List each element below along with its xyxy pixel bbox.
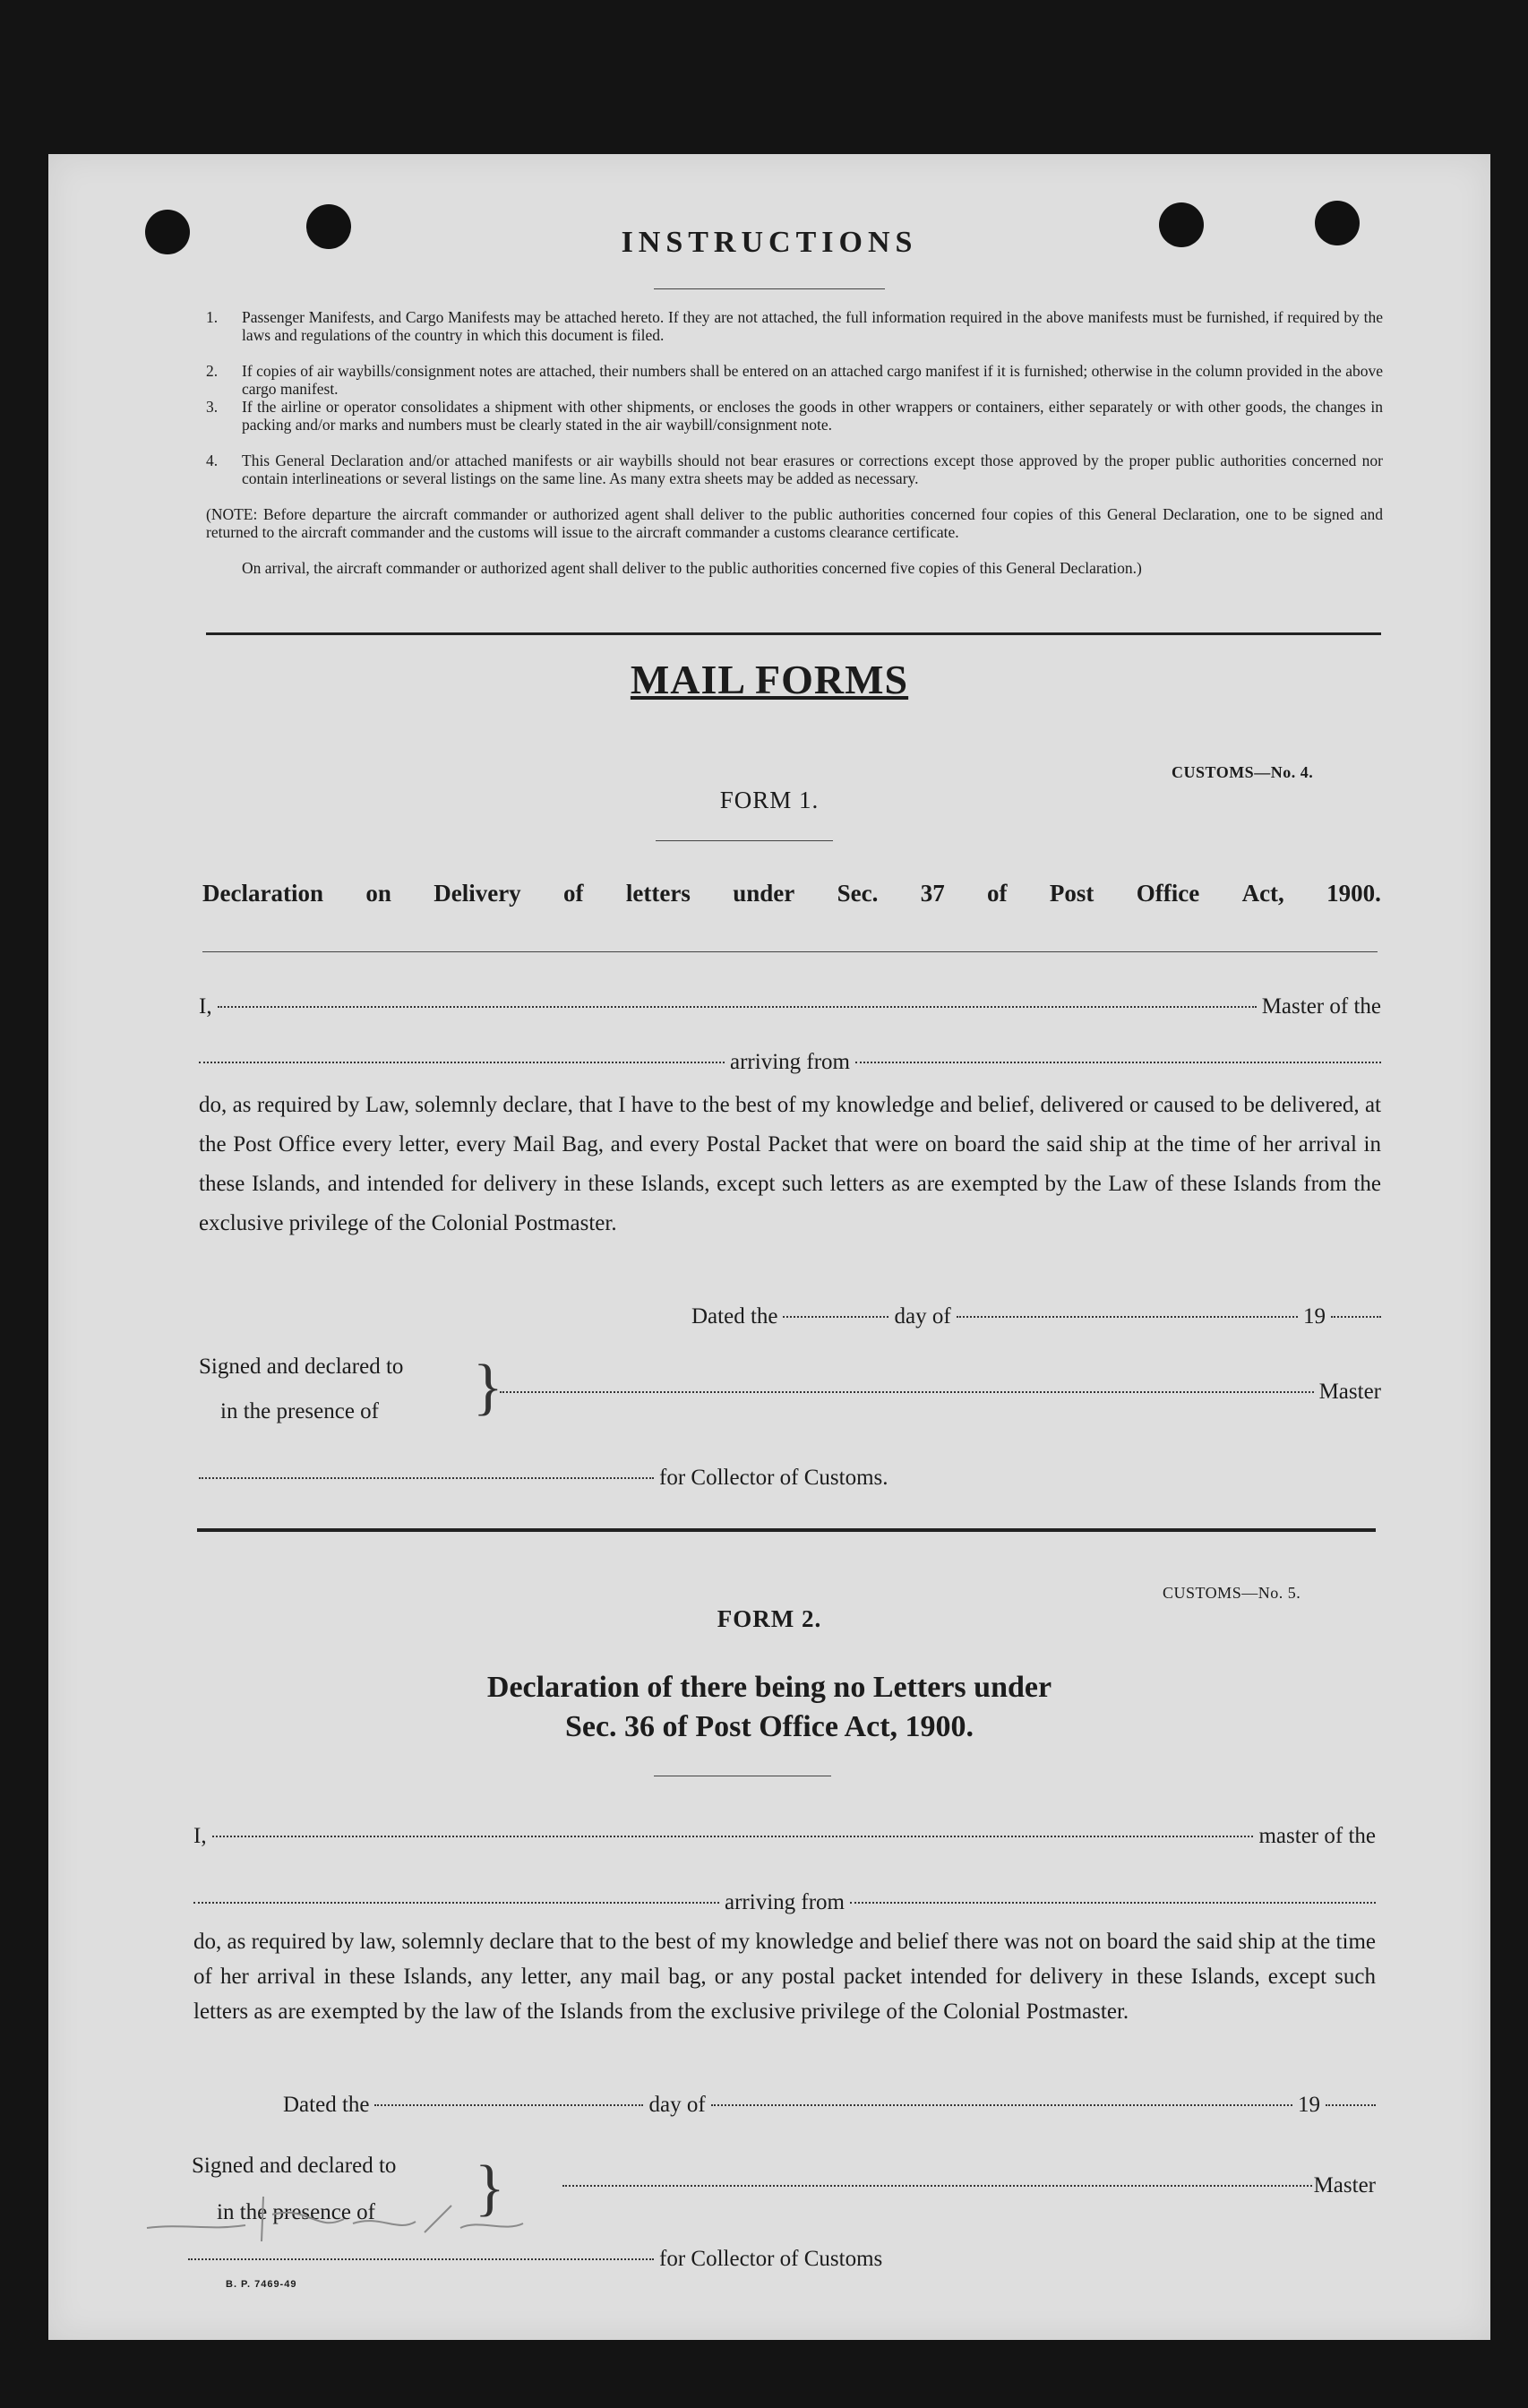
master-name-row <box>193 1824 1376 1849</box>
master-of-the-label: master of the <box>1258 1824 1376 1848</box>
declaration-word: Office <box>1136 880 1200 907</box>
declaration-word: letters <box>625 880 691 907</box>
for-collector-label: for Collector of Customs <box>659 2247 883 2271</box>
declaration-word: Sec. <box>837 880 879 907</box>
instruction-number: 4. <box>206 452 219 469</box>
master-name-row <box>199 994 1381 1019</box>
date-day-field[interactable] <box>783 1316 888 1318</box>
date-year-field[interactable] <box>1331 1316 1381 1318</box>
declaration-word: Act, <box>1241 880 1284 907</box>
title-divider <box>654 288 885 289</box>
form-divider <box>197 1528 1376 1532</box>
year-label: 19 <box>1298 2093 1320 2117</box>
arriving-from-label: arriving from <box>725 1890 845 1914</box>
i-label: I, <box>193 1824 207 1848</box>
instruction-text: Passenger Manifests, and Cargo Manifests may be attached hereto. If they are not attached, the full information required in the above manifests must be furnished, if required by the laws and regulations of the country in which this document is filed. <box>242 308 1383 344</box>
instruction-number: 2. <box>206 362 219 380</box>
master-name-field[interactable] <box>218 1006 1257 1008</box>
day-of-label: day of <box>894 1304 951 1329</box>
instruction-text: If the airline or operator consolidates a shipment with other shipments, or encloses the goods in other wrappers or containers, either separately or with other goods, the changes in packing and/or marks and numbers must be clearly stated in the air waybill/consignment note. <box>242 398 1383 434</box>
declaration-word: of <box>563 880 584 907</box>
signed-label: Signed and declared to <box>192 2154 397 2178</box>
form-title: FORM 2. <box>717 1605 822 1632</box>
form-title: FORM 1. <box>719 787 820 813</box>
arriving-row <box>193 1890 1376 1915</box>
master-signature-row <box>500 1380 1381 1405</box>
for-collector-label: for Collector of Customs. <box>659 1466 888 1490</box>
day-of-label: day of <box>648 2093 706 2117</box>
brace-icon: } <box>475 2154 505 2223</box>
instruction-text: If copies of air waybills/consignment notes are attached, their numbers shall be entered on an attached cargo manifest if it is furnished; otherwise in the column provided in the above cargo manifest. <box>242 362 1383 398</box>
instruction-note: (NOTE: Before departure the aircraft commander or authorized agent shall deliver to the public authorities concerned four copies of this General Declaration, one to be signed and returned to the aircraft commander and the customs will issue to the aircraft commander a customs clearance certificate. <box>206 505 1383 541</box>
arriving-row <box>199 1050 1381 1075</box>
instruction-note-arrival: On arrival, the aircraft commander or authorized agent shall deliver to the public authorities concerned five copies of this General Declaration.) <box>242 559 1142 577</box>
customs-number: CUSTOMS—No. 4. <box>1172 763 1314 781</box>
date-month-field[interactable] <box>711 2104 1292 2106</box>
dated-the-label: Dated the <box>283 2093 370 2117</box>
declaration-word: under <box>733 880 795 907</box>
form2-declaration-line2: Sec. 36 of Post Office Act, 1900. <box>564 1710 974 1743</box>
customs-number: CUSTOMS—No. 5. <box>1163 1584 1301 1602</box>
i-label: I, <box>199 994 212 1019</box>
declaration-word: Post <box>1049 880 1094 907</box>
ship-name-field[interactable] <box>199 1062 725 1063</box>
declaration-word: 37 <box>920 880 945 907</box>
declaration-underline <box>202 951 1378 952</box>
declaration-word: 1900. <box>1326 880 1381 907</box>
presence-label: in the presence of <box>220 1399 380 1423</box>
form2-declaration-line1: Declaration of there being no Letters under <box>486 1671 1052 1704</box>
form-title-divider <box>656 840 833 841</box>
master-signature-field[interactable] <box>500 1391 1314 1393</box>
arriving-from-label: arriving from <box>730 1050 850 1074</box>
collector-row <box>199 1466 1023 1491</box>
form1-declaration <box>202 880 1381 907</box>
arriving-from-field[interactable] <box>850 1902 1376 1904</box>
collector-signature-field[interactable] <box>199 1477 654 1479</box>
declaration-word: Declaration <box>202 880 323 907</box>
master-label: Master <box>1313 2173 1376 2197</box>
master-name-field[interactable] <box>212 1836 1254 1837</box>
master-signature-field[interactable] <box>562 2185 1312 2187</box>
ship-name-field[interactable] <box>193 1902 719 1904</box>
instruction-item <box>206 362 1383 400</box>
instruction-number: 3. <box>206 398 219 416</box>
declaration-word: Delivery <box>434 880 521 907</box>
instruction-item <box>206 452 1383 507</box>
date-year-field[interactable] <box>1326 2104 1376 2106</box>
presence-label: in the presence of <box>217 2200 376 2224</box>
handwritten-signature-icon <box>129 2179 595 2250</box>
document-sheet <box>48 154 1490 2340</box>
collector-signature-field[interactable] <box>188 2258 654 2260</box>
instruction-item <box>206 398 1383 453</box>
declaration-word: of <box>987 880 1008 907</box>
year-label: 19 <box>1303 1304 1326 1329</box>
instruction-number: 1. <box>206 308 219 326</box>
dated-row <box>283 2093 1376 2118</box>
mail-forms-title: MAIL FORMS <box>630 657 909 702</box>
master-of-the-label: Master of the <box>1261 994 1381 1019</box>
instruction-text: This General Declaration and/or attached manifests or air waybills should not bear erasures or corrections except those approved by the proper public authorities concerned nor contain interlineations or several listings on the same line. As many extra sheets may be added as necessary. <box>242 452 1383 487</box>
brace-icon: } <box>473 1353 503 1422</box>
arriving-from-field[interactable] <box>855 1062 1381 1063</box>
form1-body: do, as required by Law, solemnly declare, that I have to the best of my knowledge and belief, delivered or caused to be delivered, at the Post Office every letter, every Mail Bag, and every Postal Packet that were on board the said ship at the time of her arrival in these Islands, and intended for delivery in these Islands, except such letters as are exempted by the Law of these Islands from the exclusive privilege of the Colonial Postmaster. <box>199 1093 1381 1235</box>
dated-row <box>691 1304 1381 1329</box>
master-label: Master <box>1318 1380 1381 1404</box>
date-month-field[interactable] <box>957 1316 1298 1318</box>
signed-label: Signed and declared to <box>199 1354 404 1379</box>
declaration-word: on <box>365 880 391 907</box>
printer-code: B. P. 7469-49 <box>226 2279 297 2290</box>
collector-row <box>188 2247 994 2272</box>
date-day-field[interactable] <box>374 2104 643 2106</box>
section-divider <box>206 632 1381 635</box>
dated-the-label: Dated the <box>691 1304 778 1329</box>
form2-body: do, as required by law, solemnly declare that to the best of my knowledge and belief there was not on board the said ship at the time of her arrival in these Islands, any letter, any mail bag, or any postal packet intended for delivery in these Islands, except such letters as are exempted by the law of the Islands from the exclusive privilege of the Colonial Postmaster. <box>193 1930 1376 2024</box>
instructions-title: INSTRUCTIONS <box>621 226 918 259</box>
master-signature-row <box>562 2173 1376 2198</box>
instruction-item <box>206 308 1383 364</box>
